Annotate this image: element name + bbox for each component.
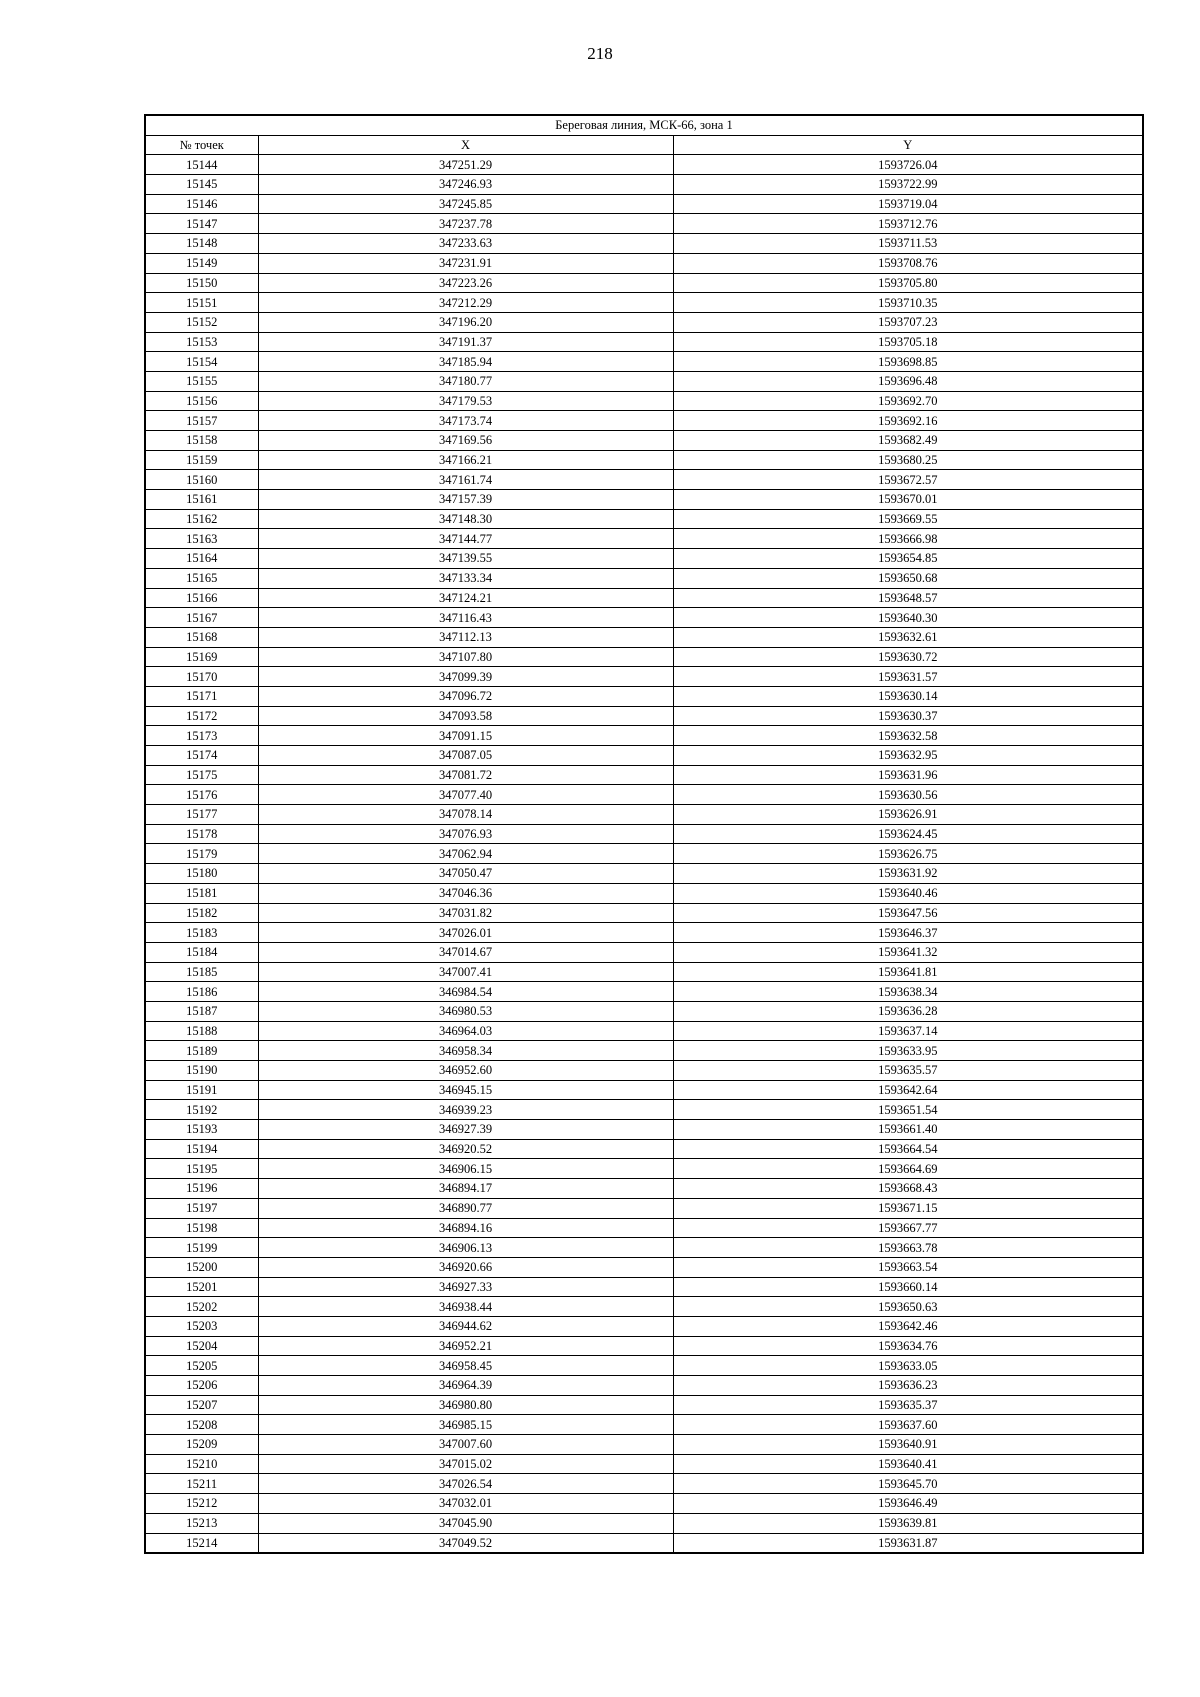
table-row — [145, 982, 1143, 1002]
cell-y: 1593692.70 — [673, 391, 1143, 411]
cell-y: 1593639.81 — [673, 1513, 1143, 1533]
cell-point-number: 15144 — [145, 155, 258, 175]
cell-y: 1593635.57 — [673, 1061, 1143, 1081]
table-row — [145, 253, 1143, 273]
cell-y: 1593668.43 — [673, 1179, 1143, 1199]
cell-point-number: 15159 — [145, 450, 258, 470]
table-row — [145, 1513, 1143, 1533]
cell-point-number: 15210 — [145, 1454, 258, 1474]
cell-x: 347251.29 — [258, 155, 673, 175]
cell-y: 1593647.56 — [673, 903, 1143, 923]
cell-point-number: 15211 — [145, 1474, 258, 1494]
table-row — [145, 155, 1143, 175]
cell-y: 1593663.78 — [673, 1238, 1143, 1258]
column-header-point-number: № точек — [145, 135, 258, 155]
cell-point-number: 15188 — [145, 1021, 258, 1041]
cell-y: 1593682.49 — [673, 431, 1143, 451]
cell-point-number: 15150 — [145, 273, 258, 293]
cell-point-number: 15161 — [145, 490, 258, 510]
table-row — [145, 1238, 1143, 1258]
table-row — [145, 490, 1143, 510]
cell-point-number: 15193 — [145, 1120, 258, 1140]
cell-y: 1593698.85 — [673, 352, 1143, 372]
cell-y: 1593648.57 — [673, 588, 1143, 608]
cell-y: 1593637.60 — [673, 1415, 1143, 1435]
cell-point-number: 15206 — [145, 1376, 258, 1396]
cell-x: 346890.77 — [258, 1198, 673, 1218]
cell-x: 347233.63 — [258, 234, 673, 254]
cell-point-number: 15148 — [145, 234, 258, 254]
column-header-x: X — [258, 135, 673, 155]
cell-y: 1593664.54 — [673, 1139, 1143, 1159]
table-row — [145, 844, 1143, 864]
cell-point-number: 15146 — [145, 194, 258, 214]
cell-point-number: 15184 — [145, 942, 258, 962]
cell-point-number: 15181 — [145, 883, 258, 903]
cell-point-number: 15205 — [145, 1356, 258, 1376]
table-row — [145, 411, 1143, 431]
cell-y: 1593632.61 — [673, 627, 1143, 647]
table-row — [145, 627, 1143, 647]
cell-x: 346964.03 — [258, 1021, 673, 1041]
cell-point-number: 15152 — [145, 312, 258, 332]
cell-y: 1593650.63 — [673, 1297, 1143, 1317]
table-row — [145, 805, 1143, 825]
cell-point-number: 15198 — [145, 1218, 258, 1238]
cell-y: 1593669.55 — [673, 509, 1143, 529]
table-row — [145, 588, 1143, 608]
cell-y: 1593672.57 — [673, 470, 1143, 490]
cell-point-number: 15145 — [145, 175, 258, 195]
cell-y: 1593641.81 — [673, 962, 1143, 982]
table-row — [145, 1021, 1143, 1041]
cell-x: 346952.21 — [258, 1336, 673, 1356]
cell-y: 1593646.37 — [673, 923, 1143, 943]
cell-x: 347091.15 — [258, 726, 673, 746]
cell-x: 346927.33 — [258, 1277, 673, 1297]
table-row — [145, 1316, 1143, 1336]
cell-point-number: 15194 — [145, 1139, 258, 1159]
table-row — [145, 175, 1143, 195]
cell-y: 1593711.53 — [673, 234, 1143, 254]
cell-y: 1593632.58 — [673, 726, 1143, 746]
cell-x: 347107.80 — [258, 647, 673, 667]
cell-x: 346938.44 — [258, 1297, 673, 1317]
cell-x: 347245.85 — [258, 194, 673, 214]
cell-y: 1593631.87 — [673, 1533, 1143, 1553]
table-row — [145, 1395, 1143, 1415]
cell-point-number: 15175 — [145, 765, 258, 785]
cell-point-number: 15169 — [145, 647, 258, 667]
cell-y: 1593671.15 — [673, 1198, 1143, 1218]
cell-x: 346894.17 — [258, 1179, 673, 1199]
cell-x: 347116.43 — [258, 608, 673, 628]
cell-point-number: 15196 — [145, 1179, 258, 1199]
cell-x: 347049.52 — [258, 1533, 673, 1553]
table-row — [145, 1435, 1143, 1455]
cell-x: 347180.77 — [258, 371, 673, 391]
cell-point-number: 15167 — [145, 608, 258, 628]
table-row — [145, 371, 1143, 391]
cell-y: 1593680.25 — [673, 450, 1143, 470]
table-row — [145, 1041, 1143, 1061]
cell-x: 347161.74 — [258, 470, 673, 490]
cell-point-number: 15204 — [145, 1336, 258, 1356]
table-row — [145, 1100, 1143, 1120]
table-row — [145, 1415, 1143, 1435]
cell-y: 1593661.40 — [673, 1120, 1143, 1140]
table-row — [145, 1257, 1143, 1277]
table-row — [145, 706, 1143, 726]
cell-x: 347031.82 — [258, 903, 673, 923]
table-row — [145, 1061, 1143, 1081]
table-row — [145, 194, 1143, 214]
cell-y: 1593631.96 — [673, 765, 1143, 785]
cell-x: 346944.62 — [258, 1316, 673, 1336]
table-row — [145, 1218, 1143, 1238]
cell-x: 347087.05 — [258, 746, 673, 766]
cell-y: 1593642.64 — [673, 1080, 1143, 1100]
cell-point-number: 15160 — [145, 470, 258, 490]
page-number: 218 — [587, 44, 613, 63]
cell-y: 1593719.04 — [673, 194, 1143, 214]
table-row — [145, 234, 1143, 254]
cell-x: 347173.74 — [258, 411, 673, 431]
table-row — [145, 608, 1143, 628]
table-row — [145, 1494, 1143, 1514]
cell-point-number: 15168 — [145, 627, 258, 647]
table-row — [145, 883, 1143, 903]
cell-x: 346920.52 — [258, 1139, 673, 1159]
cell-y: 1593640.41 — [673, 1454, 1143, 1474]
cell-y: 1593633.95 — [673, 1041, 1143, 1061]
cell-point-number: 15163 — [145, 529, 258, 549]
cell-x: 347015.02 — [258, 1454, 673, 1474]
cell-y: 1593696.48 — [673, 371, 1143, 391]
cell-y: 1593642.46 — [673, 1316, 1143, 1336]
cell-y: 1593631.92 — [673, 864, 1143, 884]
table-row — [145, 864, 1143, 884]
cell-x: 346964.39 — [258, 1376, 673, 1396]
cell-x: 347169.56 — [258, 431, 673, 451]
cell-point-number: 15214 — [145, 1533, 258, 1553]
table-row — [145, 312, 1143, 332]
cell-x: 346927.39 — [258, 1120, 673, 1140]
cell-x: 346985.15 — [258, 1415, 673, 1435]
table-row — [145, 1533, 1143, 1553]
cell-x: 347099.39 — [258, 667, 673, 687]
cell-x: 346920.66 — [258, 1257, 673, 1277]
table-row — [145, 647, 1143, 667]
cell-x: 346945.15 — [258, 1080, 673, 1100]
table-row — [145, 1474, 1143, 1494]
cell-x: 346939.23 — [258, 1100, 673, 1120]
table-row — [145, 1297, 1143, 1317]
cell-x: 346906.13 — [258, 1238, 673, 1258]
table-row — [145, 1336, 1143, 1356]
cell-y: 1593635.37 — [673, 1395, 1143, 1415]
table-row — [145, 450, 1143, 470]
cell-point-number: 15201 — [145, 1277, 258, 1297]
cell-x: 347144.77 — [258, 529, 673, 549]
cell-x: 347246.93 — [258, 175, 673, 195]
cell-y: 1593651.54 — [673, 1100, 1143, 1120]
cell-point-number: 15171 — [145, 686, 258, 706]
cell-y: 1593630.72 — [673, 647, 1143, 667]
cell-point-number: 15187 — [145, 1001, 258, 1021]
cell-point-number: 15186 — [145, 982, 258, 1002]
cell-x: 347032.01 — [258, 1494, 673, 1514]
cell-y: 1593670.01 — [673, 490, 1143, 510]
cell-point-number: 15189 — [145, 1041, 258, 1061]
cell-x: 347093.58 — [258, 706, 673, 726]
cell-point-number: 15154 — [145, 352, 258, 372]
cell-x: 346984.54 — [258, 982, 673, 1002]
table-row — [145, 214, 1143, 234]
cell-point-number: 15200 — [145, 1257, 258, 1277]
cell-point-number: 15166 — [145, 588, 258, 608]
cell-y: 1593645.70 — [673, 1474, 1143, 1494]
column-header-y: Y — [673, 135, 1143, 155]
table-row — [145, 1277, 1143, 1297]
cell-x: 347081.72 — [258, 765, 673, 785]
cell-x: 346980.53 — [258, 1001, 673, 1021]
cell-point-number: 15157 — [145, 411, 258, 431]
cell-y: 1593650.68 — [673, 568, 1143, 588]
cell-x: 347062.94 — [258, 844, 673, 864]
table-row — [145, 726, 1143, 746]
cell-y: 1593722.99 — [673, 175, 1143, 195]
cell-x: 347050.47 — [258, 864, 673, 884]
cell-point-number: 15156 — [145, 391, 258, 411]
cell-x: 346894.16 — [258, 1218, 673, 1238]
table-row — [145, 273, 1143, 293]
table-row — [145, 962, 1143, 982]
cell-point-number: 15179 — [145, 844, 258, 864]
cell-y: 1593626.91 — [673, 805, 1143, 825]
cell-x: 347139.55 — [258, 549, 673, 569]
cell-y: 1593726.04 — [673, 155, 1143, 175]
cell-x: 347096.72 — [258, 686, 673, 706]
table-row — [145, 1139, 1143, 1159]
table-row — [145, 1376, 1143, 1396]
cell-x: 347026.54 — [258, 1474, 673, 1494]
table-row — [145, 470, 1143, 490]
cell-x: 347078.14 — [258, 805, 673, 825]
cell-point-number: 15183 — [145, 923, 258, 943]
cell-y: 1593663.54 — [673, 1257, 1143, 1277]
cell-y: 1593637.14 — [673, 1021, 1143, 1041]
cell-x: 346980.80 — [258, 1395, 673, 1415]
cell-point-number: 15208 — [145, 1415, 258, 1435]
cell-point-number: 15173 — [145, 726, 258, 746]
cell-x: 347026.01 — [258, 923, 673, 943]
table-row — [145, 942, 1143, 962]
cell-y: 1593707.23 — [673, 312, 1143, 332]
cell-x: 346958.45 — [258, 1356, 673, 1376]
table-row — [145, 352, 1143, 372]
table-row — [145, 509, 1143, 529]
table-row — [145, 903, 1143, 923]
cell-point-number: 15164 — [145, 549, 258, 569]
cell-x: 347237.78 — [258, 214, 673, 234]
table-row — [145, 1120, 1143, 1140]
cell-x: 346952.60 — [258, 1061, 673, 1081]
cell-y: 1593632.95 — [673, 746, 1143, 766]
cell-point-number: 15209 — [145, 1435, 258, 1455]
cell-y: 1593630.56 — [673, 785, 1143, 805]
cell-y: 1593633.05 — [673, 1356, 1143, 1376]
table-row — [145, 686, 1143, 706]
cell-y: 1593664.69 — [673, 1159, 1143, 1179]
cell-point-number: 15191 — [145, 1080, 258, 1100]
table-title-row — [145, 115, 1143, 135]
table-row — [145, 332, 1143, 352]
cell-point-number: 15176 — [145, 785, 258, 805]
table-row — [145, 431, 1143, 451]
cell-point-number: 15192 — [145, 1100, 258, 1120]
cell-y: 1593638.34 — [673, 982, 1143, 1002]
cell-point-number: 15147 — [145, 214, 258, 234]
cell-x: 347076.93 — [258, 824, 673, 844]
table-row — [145, 1356, 1143, 1376]
cell-y: 1593654.85 — [673, 549, 1143, 569]
cell-point-number: 15212 — [145, 1494, 258, 1514]
table-row — [145, 568, 1143, 588]
cell-x: 347179.53 — [258, 391, 673, 411]
cell-point-number: 15195 — [145, 1159, 258, 1179]
coordinates-table — [144, 114, 1144, 1554]
cell-x: 347112.13 — [258, 627, 673, 647]
cell-x: 347231.91 — [258, 253, 673, 273]
cell-point-number: 15165 — [145, 568, 258, 588]
table-title: Береговая линия, МСК-66, зона 1 — [145, 115, 1143, 135]
cell-x: 347166.21 — [258, 450, 673, 470]
cell-y: 1593636.23 — [673, 1376, 1143, 1396]
cell-point-number: 15207 — [145, 1395, 258, 1415]
cell-x: 347191.37 — [258, 332, 673, 352]
cell-point-number: 15178 — [145, 824, 258, 844]
table-row — [145, 1080, 1143, 1100]
table-row — [145, 293, 1143, 313]
cell-point-number: 15172 — [145, 706, 258, 726]
cell-point-number: 15197 — [145, 1198, 258, 1218]
table-row — [145, 785, 1143, 805]
cell-y: 1593666.98 — [673, 529, 1143, 549]
cell-x: 347046.36 — [258, 883, 673, 903]
cell-x: 347223.26 — [258, 273, 673, 293]
cell-x: 347077.40 — [258, 785, 673, 805]
cell-x: 347133.34 — [258, 568, 673, 588]
table-header-row — [145, 135, 1143, 155]
table-row — [145, 1179, 1143, 1199]
cell-point-number: 15180 — [145, 864, 258, 884]
cell-y: 1593710.35 — [673, 293, 1143, 313]
cell-point-number: 15177 — [145, 805, 258, 825]
table-row — [145, 549, 1143, 569]
cell-point-number: 15153 — [145, 332, 258, 352]
cell-point-number: 15202 — [145, 1297, 258, 1317]
cell-y: 1593667.77 — [673, 1218, 1143, 1238]
cell-x: 347212.29 — [258, 293, 673, 313]
cell-y: 1593636.28 — [673, 1001, 1143, 1021]
cell-point-number: 15213 — [145, 1513, 258, 1533]
cell-y: 1593705.80 — [673, 273, 1143, 293]
cell-x: 347007.41 — [258, 962, 673, 982]
cell-point-number: 15170 — [145, 667, 258, 687]
cell-point-number: 15182 — [145, 903, 258, 923]
table-row — [145, 1159, 1143, 1179]
table-row — [145, 824, 1143, 844]
table-row — [145, 1198, 1143, 1218]
cell-x: 346906.15 — [258, 1159, 673, 1179]
cell-point-number: 15203 — [145, 1316, 258, 1336]
cell-y: 1593624.45 — [673, 824, 1143, 844]
cell-y: 1593692.16 — [673, 411, 1143, 431]
cell-point-number: 15155 — [145, 371, 258, 391]
cell-y: 1593646.49 — [673, 1494, 1143, 1514]
cell-y: 1593641.32 — [673, 942, 1143, 962]
cell-x: 347157.39 — [258, 490, 673, 510]
cell-y: 1593631.57 — [673, 667, 1143, 687]
table-row — [145, 667, 1143, 687]
table-row — [145, 1454, 1143, 1474]
cell-y: 1593705.18 — [673, 332, 1143, 352]
cell-x: 347014.67 — [258, 942, 673, 962]
cell-point-number: 15190 — [145, 1061, 258, 1081]
table-row — [145, 923, 1143, 943]
cell-point-number: 15149 — [145, 253, 258, 273]
table-row — [145, 1001, 1143, 1021]
cell-x: 347045.90 — [258, 1513, 673, 1533]
cell-x: 347196.20 — [258, 312, 673, 332]
cell-point-number: 15185 — [145, 962, 258, 982]
table-row — [145, 765, 1143, 785]
cell-y: 1593640.91 — [673, 1435, 1143, 1455]
cell-x: 347148.30 — [258, 509, 673, 529]
cell-y: 1593626.75 — [673, 844, 1143, 864]
cell-x: 347124.21 — [258, 588, 673, 608]
cell-y: 1593634.76 — [673, 1336, 1143, 1356]
cell-y: 1593708.76 — [673, 253, 1143, 273]
cell-point-number: 15174 — [145, 746, 258, 766]
table-row — [145, 746, 1143, 766]
cell-point-number: 15199 — [145, 1238, 258, 1258]
cell-y: 1593630.14 — [673, 686, 1143, 706]
table-row — [145, 391, 1143, 411]
cell-y: 1593640.30 — [673, 608, 1143, 628]
cell-point-number: 15158 — [145, 431, 258, 451]
cell-y: 1593630.37 — [673, 706, 1143, 726]
cell-x: 347007.60 — [258, 1435, 673, 1455]
table-row — [145, 529, 1143, 549]
cell-y: 1593712.76 — [673, 214, 1143, 234]
cell-point-number: 15151 — [145, 293, 258, 313]
cell-point-number: 15162 — [145, 509, 258, 529]
cell-y: 1593660.14 — [673, 1277, 1143, 1297]
cell-y: 1593640.46 — [673, 883, 1143, 903]
cell-x: 346958.34 — [258, 1041, 673, 1061]
cell-x: 347185.94 — [258, 352, 673, 372]
